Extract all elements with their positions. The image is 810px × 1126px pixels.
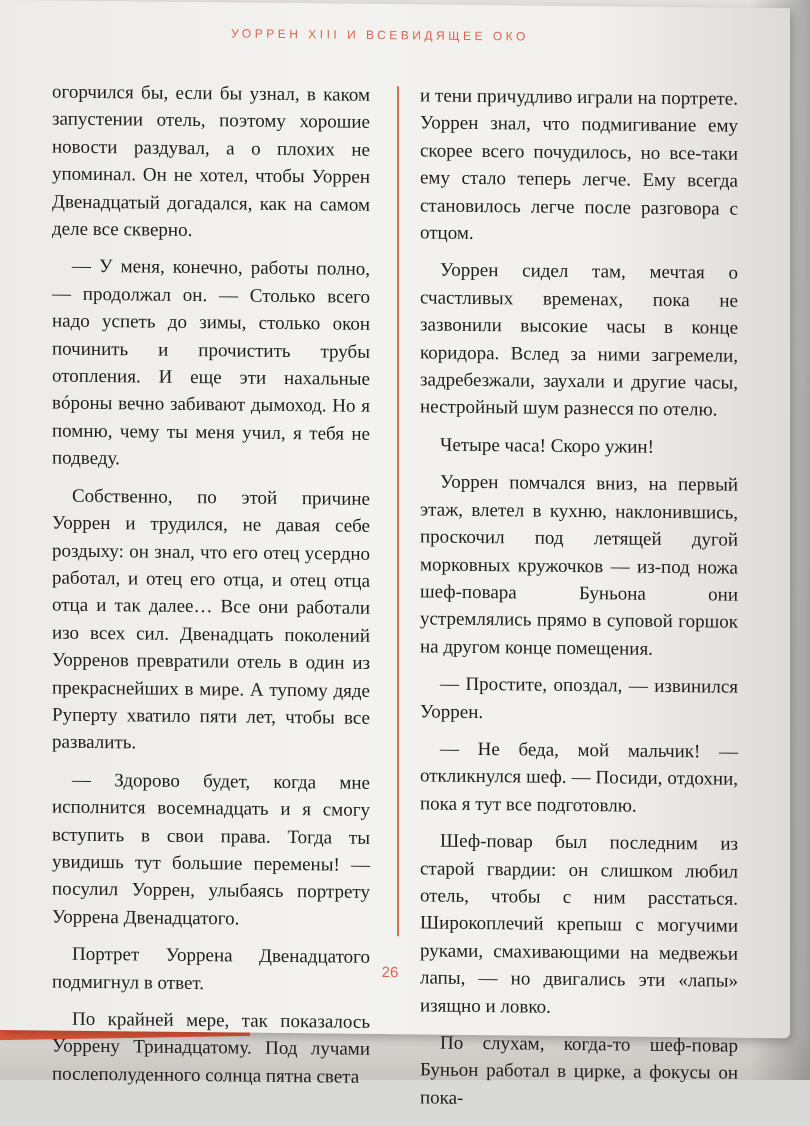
- paragraph: — Простите, опоздал, — извинился Уоррен.: [420, 673, 738, 723]
- running-head: УОРРЕН XIII И ВСЕВИДЯЩЕЕ ОКО: [231, 26, 529, 44]
- paragraph: По крайней мере, так показалось Уоррену Тринадцатому. Под лучами послеполуденного солнца пятна света: [52, 1008, 370, 1088]
- left-column: [52, 79, 370, 1102]
- paragraph: огорчился бы, если бы узнал, в каком запустении отель, поэтому хорошие новости раздувал, а о плохих не упоминал. Он не хотел, чтобы Уоррен Двенадцатый догадался, как на самом деле все скверно.: [52, 81, 370, 242]
- paragraph: Собственно, по этой причине Уоррен и трудился, не давая себе роздыху: он знал, что его отец усердно работал, и отец его отца, и отец отца отца и так далее… Все они работали изо всех сил. Двенадцать поколений Уорренов превратили отель в один из прекраснейших в мире. А тупому дяде Руперту хватило пяти лет, чтобы все развалить.: [52, 485, 370, 754]
- paragraph: Уоррен сидел там, мечтая о счастливых временах, пока не зазвонили высокие часы в конце коридора. Вслед за ними загремели, задребезжали, заухали и другие часы, нестройный шум разнесся по отелю.: [420, 260, 738, 421]
- paragraph: По слухам, когда-то шеф-повар Буньон работал в цирке, а фокусы он пока-: [420, 1032, 738, 1109]
- paragraph: — Здорово будет, когда мне исполнится восемнадцать и я смогу вступить в свои права. Тогда ты увидишь тут большие перемены! — посулил Уоррен, улыбаясь портрету Уоррена Двенадцатого.: [52, 769, 370, 930]
- paragraph: — Не беда, мой мальчик! — откликнулся шеф. — Посиди, отдохни, пока я тут все подготовлю.: [420, 738, 738, 817]
- paragraph: Портрет Уоррена Двенадцатого подмигнул в ответ.: [52, 943, 370, 994]
- paragraph: и тени причудливо играли на портрете. Уоррен знал, что подмигивание ему скорее всего почудилось, но все-таки ему стало теперь легче. Ему всегда становилось легче после разговора с отцом.: [420, 85, 738, 244]
- column-divider: [397, 86, 399, 936]
- paragraph: Четыре часа! Скоро ужин!: [440, 434, 654, 458]
- page-number: 26: [381, 963, 399, 982]
- paragraph: Уоррен помчался вниз, на первый этаж, влетел в кухню, наклонившись, проскочил под летящей дугой морковных кружочков — из-под ножа шеф-повара Буньона они устремлялись прямо в суповой горшок на другом конце помещения.: [420, 471, 738, 660]
- paragraph: Шеф-повар был последним из старой гвардии: он слишком любил отель, чтобы с ним расстаться. Широкоплечий крепыш с могучими руками, смахивающими на медвежьи лапы, — но двигались эти «лапы» изящно и ловко.: [420, 830, 738, 1018]
- paragraph: — У меня, конечно, работы полно, — продолжал он. — Столько всего надо успеть до зимы, столько окон починить и прочистить трубы отопления. И еще эти нахальные вóроны вечно забивают дымоход. Но я помню, чему ты меня учил, я тебя не подведу.: [52, 256, 370, 470]
